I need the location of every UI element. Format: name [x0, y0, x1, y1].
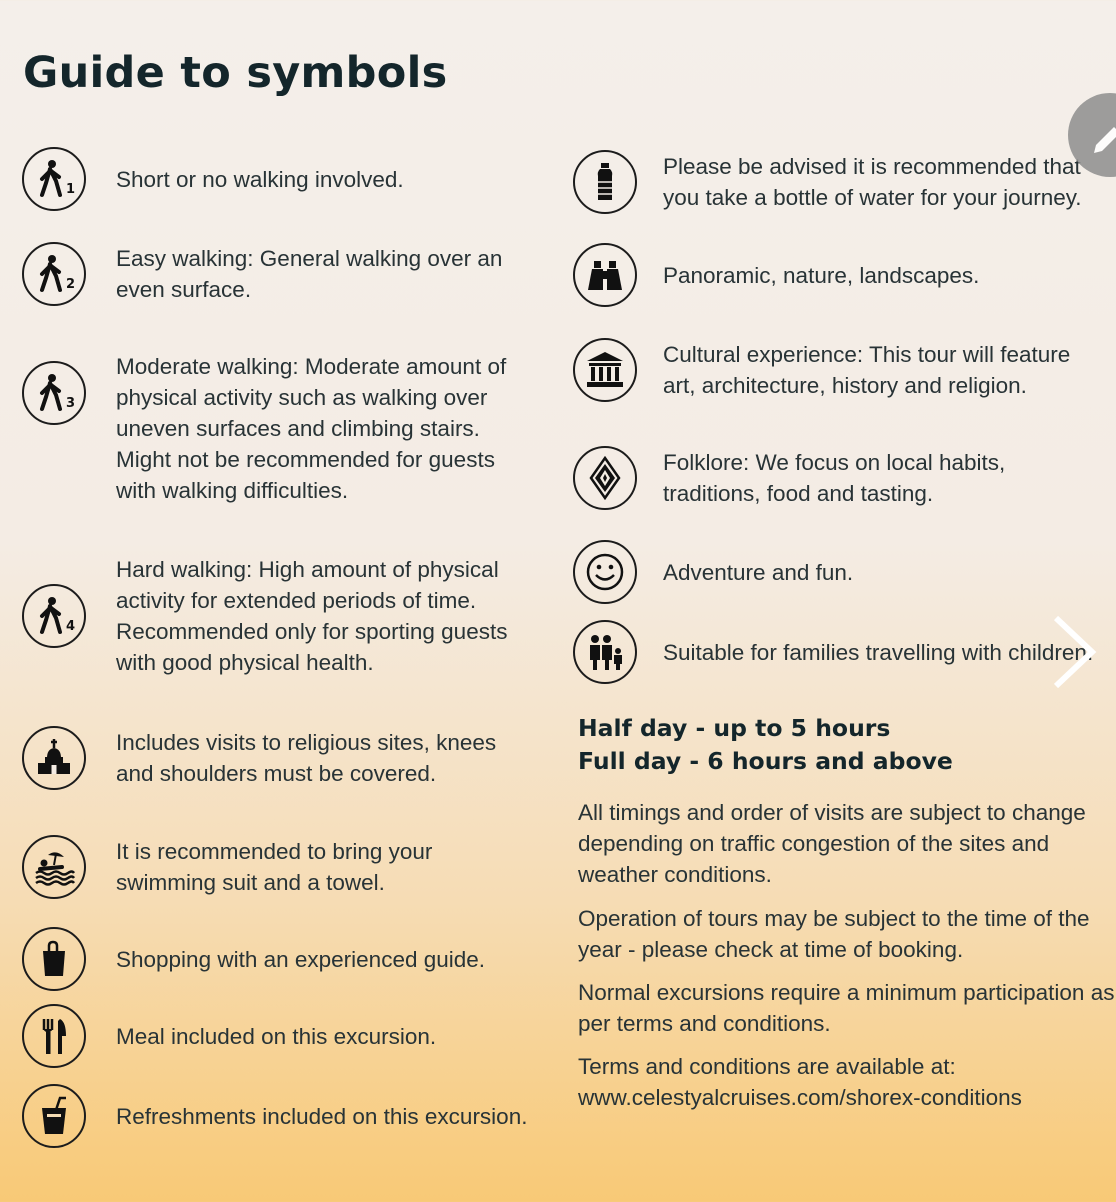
- chevron-right-icon: [1046, 612, 1106, 692]
- note-terms: Terms and conditions are available at: www.celestyalcruises.com/shorex-conditions: [578, 1054, 1022, 1110]
- symbol-meal: [22, 1004, 536, 1068]
- symbol-description: Suitable for families travelling with children.: [663, 639, 1094, 665]
- symbol-shopping: [22, 927, 536, 991]
- symbol-description: Includes visits to religious sites, knees and shoulders must be covered.: [116, 730, 497, 786]
- symbol-folklore: [573, 446, 1103, 510]
- walking-3-icon: [22, 361, 86, 425]
- binoculars-icon: [573, 243, 637, 307]
- svg-text:2: 2: [66, 277, 76, 292]
- half-day-duration: Half day - up to 5 hours: [578, 714, 891, 742]
- symbol-description: Hard walking: High amount of physical activity for extended periods of time. Recommended only for sporting guests with good physical health.: [116, 557, 508, 675]
- symbol-description: Panoramic, nature, landscapes.: [663, 262, 980, 288]
- symbol-panoramic: [573, 243, 1103, 307]
- next-page-button[interactable]: [1046, 612, 1106, 692]
- symbol-description: Short or no walking involved.: [116, 166, 404, 192]
- symbol-description: Meal included on this excursion.: [116, 1023, 437, 1049]
- pencil-icon: [1068, 93, 1116, 177]
- symbol-walking-1: [22, 147, 536, 211]
- museum-icon: [573, 338, 637, 402]
- water-bottle-icon: [573, 150, 637, 214]
- symbol-description: Please be advised it is recommended that you take a bottle of water for your journey.: [663, 154, 1082, 210]
- symbol-cultural: [573, 338, 1103, 402]
- symbol-adventure: [573, 540, 1103, 604]
- drink-cup-icon: [22, 1084, 86, 1148]
- symbol-description: Refreshments included on this excursion.: [116, 1103, 528, 1129]
- symbol-walking-2: [22, 242, 536, 306]
- walking-2-icon: [22, 242, 86, 306]
- symbol-religious: [22, 726, 536, 790]
- church-icon: [22, 726, 86, 790]
- svg-text:4: 4: [66, 619, 76, 634]
- walking-1-icon: [22, 147, 86, 211]
- symbol-walking-4: [22, 554, 536, 678]
- symbol-refreshments: [22, 1084, 536, 1148]
- symbol-water: [573, 150, 1103, 214]
- symbol-description: Moderate walking: Moderate amount of physical activity such as walking over uneven surfaces and climbing stairs. Might not be recommended for guests with walking difficulties.: [116, 354, 507, 503]
- symbol-description: Folklore: We focus on local habits, traditions, food and tasting.: [663, 450, 1006, 506]
- symbol-description: Easy walking: General walking over an even surface.: [116, 246, 503, 302]
- full-day-duration: Full day - 6 hours and above: [578, 747, 953, 775]
- symbol-swimming: [22, 835, 536, 899]
- symbol-family: [573, 620, 1116, 684]
- symbol-walking-3: [22, 351, 536, 506]
- family-icon: [573, 620, 637, 684]
- note-operation: Operation of tours may be subject to the time of the year - please check at time of booking.: [578, 906, 1090, 962]
- svg-text:1: 1: [66, 182, 76, 197]
- symbol-description: Cultural experience: This tour will feature art, architecture, history and religion.: [663, 342, 1071, 398]
- walking-4-icon: [22, 584, 86, 648]
- note-timings: All timings and order of visits are subject to change depending on traffic congestion of the sites and weather conditions.: [578, 800, 1086, 887]
- symbol-description: Adventure and fun.: [663, 559, 854, 585]
- edit-button[interactable]: [1068, 93, 1116, 177]
- swimming-icon: [22, 835, 86, 899]
- symbol-description: Shopping with an experienced guide.: [116, 946, 486, 972]
- note-minimum-participation: Normal excursions require a minimum participation as per terms and conditions.: [578, 980, 1115, 1036]
- symbol-description: It is recommended to bring your swimming suit and a towel.: [116, 839, 433, 895]
- page-title: Guide to symbols: [23, 48, 448, 98]
- svg-text:3: 3: [66, 396, 76, 411]
- folklore-diamond-icon: [573, 446, 637, 510]
- fork-knife-icon: [22, 1004, 86, 1068]
- smiley-icon: [573, 540, 637, 604]
- shopping-bag-icon: [22, 927, 86, 991]
